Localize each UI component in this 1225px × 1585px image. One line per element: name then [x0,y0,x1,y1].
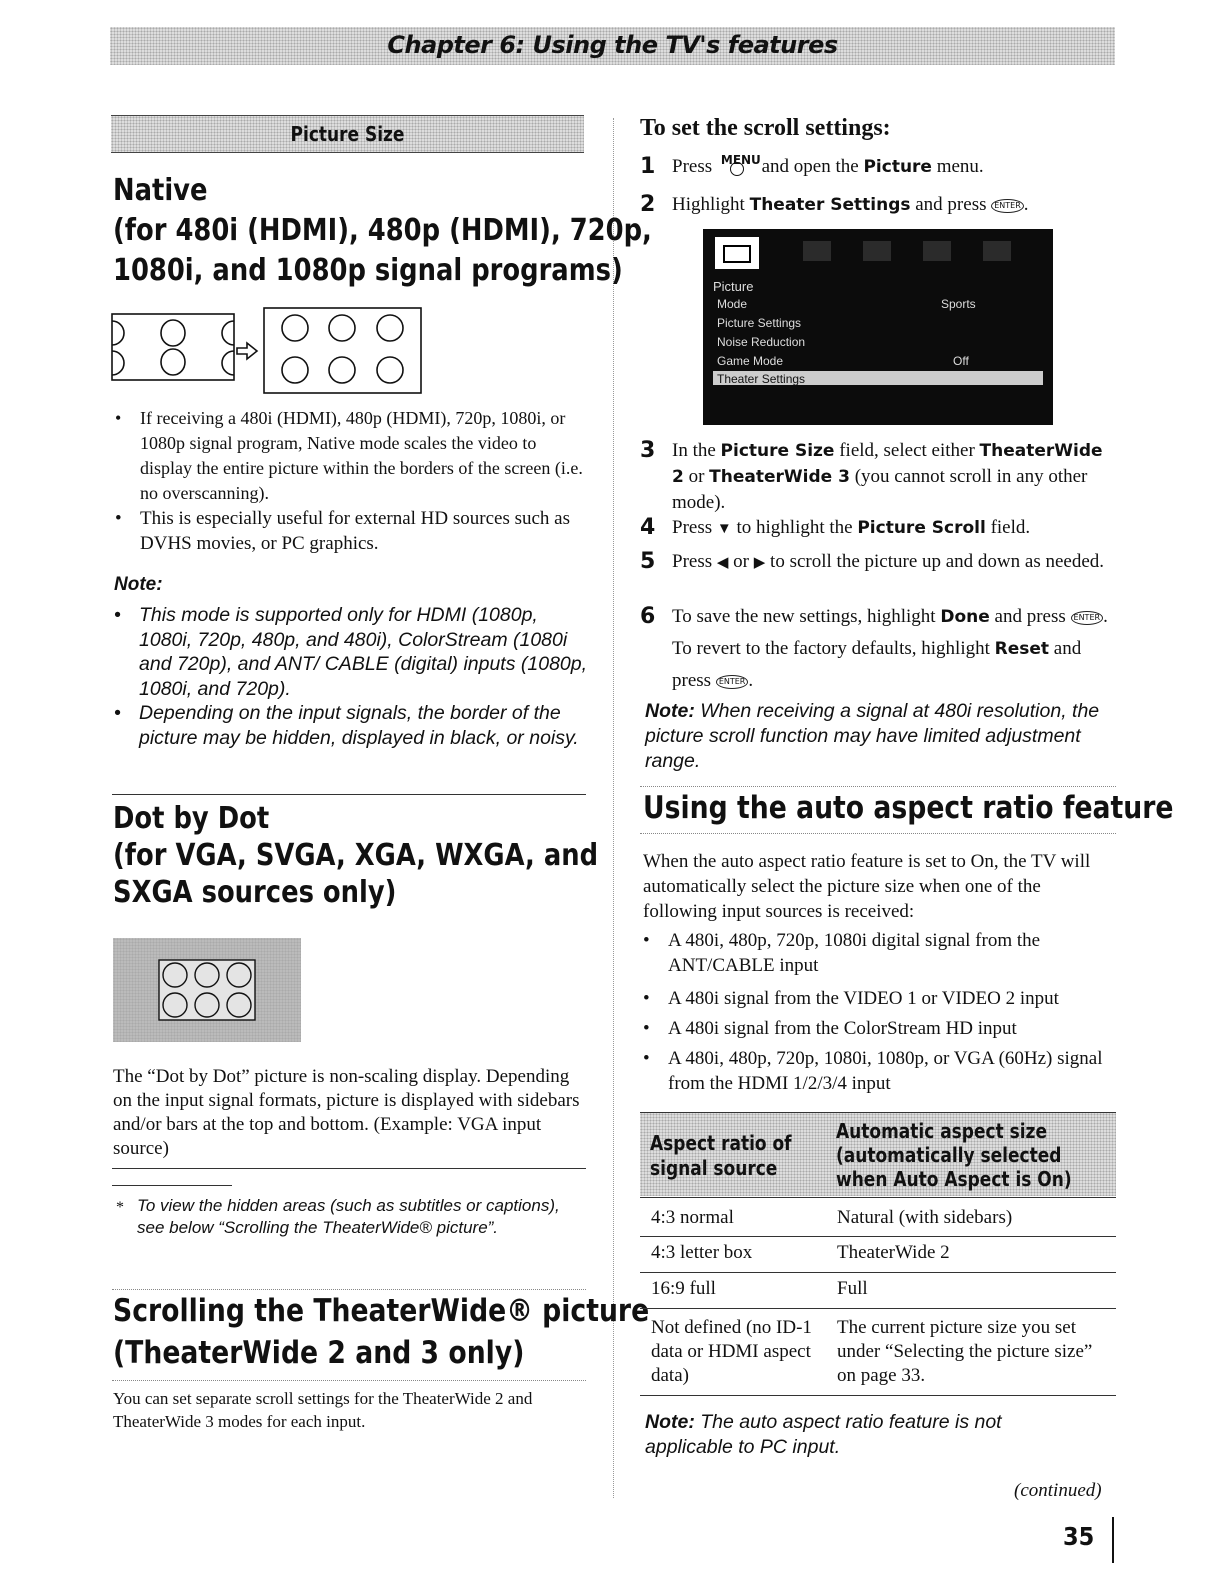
auto-intro: When the auto aspect ratio feature is set to On, the TV will automatically select the picture size when one of the following input sources is received: [643,851,1091,922]
menu-button-icon [717,152,761,178]
dot-heading-line2: (for VGA, SVGA, XGA, WXGA, and [113,838,599,873]
native-bullet-list [115,406,585,556]
dot-by-dot-illustration [113,938,301,1042]
enter-button-icon: ENTER [991,199,1024,213]
scrolling-body: You can set separate scroll settings for the TheaterWide 2 and TheaterWide 3 modes for each input. [113,1389,533,1431]
enter-button-icon: ENTER [716,675,749,689]
native-heading-line3: 1080i, and 1080p signal programs) [113,253,623,288]
scroll-note: Note: When receiving a signal at 480i resolution, the picture scroll function may have limited adjustment range. [645,700,1100,772]
section-bar-title: Picture Size [290,122,405,146]
scrolling-heading-line1: Scrolling the TheaterWide® picture [113,1293,650,1329]
menu-label: MENU [720,152,761,167]
note-label: Note: [114,574,163,595]
table-cell: Natural (with sidebars) [837,1207,1013,1228]
table-cell: 4:3 letter box [651,1242,753,1263]
step-number: 4 [640,515,656,540]
list-item: • This mode is supported only for HDMI (1080p, 1080i, 720p, 480p, and 480i), ColorStream (1080i and 720p), and ANT/ CABLE (digital) inputs (1080p, 1080i, and 720p). [114,603,589,701]
section-rule [112,1168,586,1169]
dot-heading-line1: Dot by Dot [113,801,270,836]
note-label: Note: [645,700,695,722]
table-cell: Not defined (no ID-1 data or HDMI aspect data) [651,1317,812,1386]
list-item: • This is especially useful for external HD sources such as DVHS movies, or PC graphics. [115,506,585,556]
table-rule [640,1272,1116,1273]
auto-aspect-note: Note: The auto aspect ratio feature is not applicable to PC input. [645,1411,1002,1458]
native-notes-list [114,603,589,750]
list-item: • A 480i, 480p, 720p, 1080i, 1080p, or VGA (60Hz) signal from the HDMI 1/2/3/4 input [643,1046,1103,1096]
column-divider [613,118,614,1498]
footnote-rule [112,1185,232,1186]
table-cell: TheaterWide 2 [837,1242,950,1263]
picture-icon [715,237,759,269]
note-label: Note: [645,1411,695,1433]
table-header-col2: Automatic aspect size (automatically selected when Auto Aspect is On) [836,1119,1072,1191]
table-rule [640,1308,1116,1309]
list-item: • Depending on the input signals, the border of the picture may be hidden, displayed in black, or noisy. [114,701,589,750]
table-header-col1: Aspect ratio of signal source [650,1131,792,1180]
scroll-settings-heading: To set the scroll settings: [640,115,891,141]
menu-tab-icons [803,241,1013,261]
menu-item-theater-settings: Theater Settings [717,372,806,386]
step-number: 2 [640,192,656,217]
section-rule [112,1380,586,1381]
step-number: 1 [640,154,656,179]
native-heading-line2: (for 480i (HDMI), 480p (HDMI), 720p, [113,213,652,248]
chapter-title: Chapter 6: Using the TV's features [387,31,838,59]
list-item: • A 480i signal from the VIDEO 1 or VIDEO 2 input [643,986,1103,1011]
table-cell: 4:3 normal [651,1207,734,1228]
dot-heading-line3: SXGA sources only) [113,875,397,910]
menu-item-game-mode: Game Mode [717,354,784,368]
menu-item-mode-value: Sports [941,297,976,311]
menu-item-mode: Mode [717,297,748,311]
table-rule [640,1236,1116,1237]
section-rule [112,1289,586,1290]
footnote-marker: * [116,1199,124,1216]
section-rule [112,794,586,795]
step-number: 6 [640,604,656,629]
list-item: • A 480i signal from the ColorStream HD input [643,1016,1103,1041]
section-rule [640,833,1116,834]
section-rule [640,786,1116,787]
table-rule [640,1197,1116,1198]
auto-aspect-heading: Using the auto aspect ratio feature [643,790,1174,826]
table-header [640,1113,1116,1196]
menu-item-picture-settings: Picture Settings [717,316,802,330]
table-cell: 16:9 full [651,1278,716,1299]
footnote-text: To view the hidden areas (such as subtitles or captions), see below “Scrolling the TheaterWide® picture”. [137,1196,560,1237]
continued-label: (continued) [1014,1480,1102,1501]
menu-item-game-mode-value: Off [953,354,969,368]
chapter-header-bar [110,27,1115,65]
table-bottom-rule [640,1395,1116,1396]
page-number-rule [1112,1517,1114,1563]
native-heading-line1: Native [113,173,208,208]
native-scaling-illustration [110,306,430,396]
scrolling-heading-line2: (TheaterWide 2 and 3 only) [113,1335,525,1371]
step-number: 5 [640,549,656,574]
section-bar [111,115,584,153]
page-number: 35 [1063,1522,1095,1551]
dot-body: The “Dot by Dot” picture is non-scaling display. Depending on the input signal formats, picture is displayed with sidebars and/or bars at the top and bottom. (Example: VGA input source) [113,1066,580,1159]
menu-item-noise-reduction: Noise Reduction [717,335,806,349]
auto-bullet-list [643,928,1103,1096]
table-cell: The current picture size you set under “Selecting the picture size” on page 33. [837,1317,1093,1386]
tv-menu-screenshot [703,229,1053,425]
table-cell: Full [837,1278,868,1299]
menu-category: Picture [713,279,754,294]
list-item: • If receiving a 480i (HDMI), 480p (HDMI), 720p, 1080i, or 1080p signal program, Native mode scales the video to display the entire picture within the borders of the screen (i.e. no overscanning). [115,406,585,506]
step-number: 3 [640,438,656,463]
enter-button-icon: ENTER [1071,611,1104,625]
list-item: • A 480i, 480p, 720p, 1080i digital signal from the ANT/CABLE input [643,928,1103,978]
